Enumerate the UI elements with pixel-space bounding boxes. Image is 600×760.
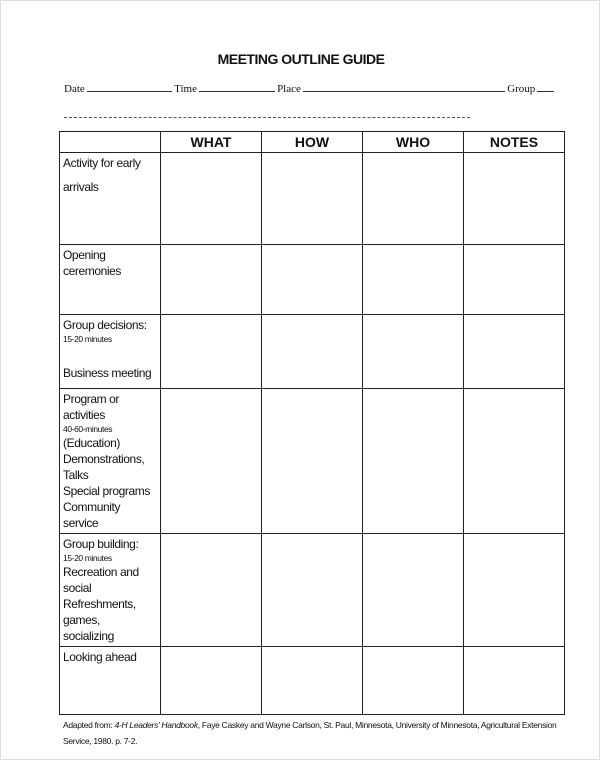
row-label-line: Recreation and social	[63, 565, 139, 595]
cell-who[interactable]	[363, 245, 464, 315]
row-label-line: 15-20 minutes	[63, 553, 112, 563]
row-label-line: Business meeting	[63, 366, 152, 380]
row-label-line: Group building:	[63, 537, 139, 551]
row-label-line: arrivals	[63, 180, 99, 194]
group-field[interactable]	[537, 82, 554, 92]
blank-line[interactable]	[64, 117, 470, 118]
time-field[interactable]	[199, 82, 275, 92]
date-label: Date	[64, 83, 85, 95]
row-label-line: Program or activities	[63, 392, 120, 422]
row-label	[60, 647, 161, 715]
cell-who[interactable]	[363, 647, 464, 715]
cell-notes[interactable]	[464, 534, 565, 647]
table-and-citation	[59, 1, 561, 749]
cell-who[interactable]	[363, 534, 464, 647]
cell-notes[interactable]	[464, 153, 565, 245]
header-blank	[60, 132, 161, 153]
row-label	[60, 315, 161, 389]
cell-how[interactable]	[262, 315, 363, 389]
row-label-line: Refreshments, games,	[63, 597, 136, 627]
cell-notes[interactable]	[464, 389, 565, 534]
table-row	[60, 153, 565, 245]
row-label-line: 40-60-minutes	[63, 424, 113, 434]
citation-book: 4-H Leaders' Handbook	[114, 720, 198, 730]
cell-who[interactable]	[363, 315, 464, 389]
citation-prefix: Adapted from:	[63, 720, 115, 730]
cell-how[interactable]	[262, 647, 363, 715]
cell-what[interactable]	[161, 389, 262, 534]
row-label-line: (Education)	[63, 436, 120, 450]
row-label	[60, 389, 161, 534]
citation	[63, 717, 558, 749]
cell-what[interactable]	[161, 153, 262, 245]
row-label	[60, 534, 161, 647]
header-notes: NOTES	[464, 132, 565, 153]
place-field[interactable]	[303, 82, 505, 92]
cell-notes[interactable]	[464, 315, 565, 389]
row-label	[60, 245, 161, 315]
cell-who[interactable]	[363, 389, 464, 534]
cell-how[interactable]	[262, 389, 363, 534]
table-row	[60, 534, 565, 647]
cell-how[interactable]	[262, 245, 363, 315]
time-label: Time	[174, 83, 197, 95]
cell-how[interactable]	[262, 534, 363, 647]
row-label-line: Opening ceremonies	[63, 248, 122, 278]
header-fields	[64, 82, 556, 95]
row-label-line: Activity for early	[63, 156, 141, 170]
group-label: Group	[507, 83, 536, 95]
row-label-line: Group decisions:	[63, 318, 147, 332]
row-label-line: Looking ahead	[63, 650, 137, 664]
table-row	[60, 389, 565, 534]
cell-what[interactable]	[161, 245, 262, 315]
citation-rest: , Faye Caskey and Wayne Carlson, St. Paul, Minnesota, University of Minnesota, Agricultural Extension Service, 1980. p. 7-2.	[63, 720, 557, 746]
outline-table	[59, 131, 565, 715]
cell-what[interactable]	[161, 315, 262, 389]
header-who: WHO	[363, 132, 464, 153]
page-title: MEETING OUTLINE GUIDE	[217, 51, 385, 67]
cell-what[interactable]	[161, 647, 262, 715]
cell-what[interactable]	[161, 534, 262, 647]
row-label-line: 15-20 minutes	[63, 334, 112, 344]
header-what: WHAT	[161, 132, 262, 153]
table-row	[60, 647, 565, 715]
cell-notes[interactable]	[464, 245, 565, 315]
header-how: HOW	[262, 132, 363, 153]
table-row	[60, 315, 565, 389]
row-label-line: Demonstrations, Talks	[63, 452, 145, 482]
place-label: Place	[277, 83, 301, 95]
header-row	[60, 132, 565, 153]
row-label-line: socializing	[63, 629, 114, 643]
row-label	[60, 153, 161, 245]
cell-how[interactable]	[262, 153, 363, 245]
table-row	[60, 245, 565, 315]
cell-notes[interactable]	[464, 647, 565, 715]
row-label-line: Community service	[63, 500, 121, 530]
cell-who[interactable]	[363, 153, 464, 245]
row-label-line: Special programs	[63, 484, 150, 498]
date-field[interactable]	[87, 82, 172, 92]
